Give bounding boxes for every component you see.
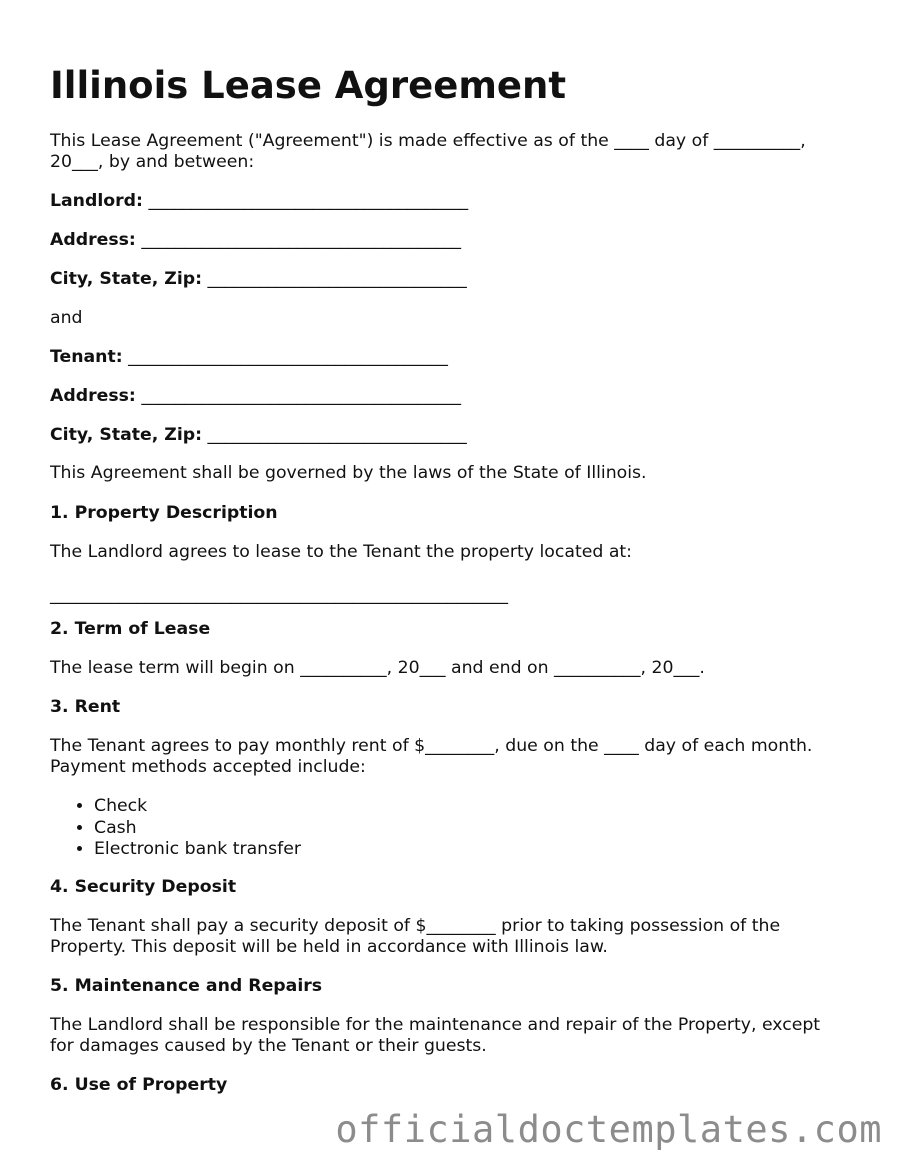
- tenant-name-blank: _____________________________________: [128, 347, 448, 367]
- section-heading-maintenance: 5. Maintenance and Repairs: [50, 976, 323, 996]
- intro-line-1: This Lease Agreement ("Agreement") is made effective as of the ____ day of __________,: [50, 131, 806, 151]
- tenant-name-label: Tenant:: [50, 347, 123, 367]
- property-text: The Landlord agrees to lease to the Tenant the property located at:: [50, 542, 633, 562]
- landlord-city-label: City, State, Zip:: [50, 269, 203, 289]
- tenant-address-label: Address:: [50, 386, 136, 406]
- deposit-text-line-2: Property. This deposit will be held in accordance with Illinois law.: [50, 937, 608, 957]
- maintenance-text-line-2: for damages caused by the Tenant or their guests.: [50, 1036, 487, 1056]
- landlord-city-blank: ______________________________: [207, 269, 467, 289]
- list-item: • Check: [94, 796, 301, 818]
- and-text: and: [50, 308, 83, 328]
- maintenance-text-line-1: The Landlord shall be responsible for the maintenance and repair of the Property, except: [50, 1015, 821, 1035]
- list-item: • Cash: [94, 818, 301, 840]
- rent-text-line-2: Payment methods accepted include:: [50, 757, 366, 777]
- tenant-address-blank: _____________________________________: [141, 386, 462, 406]
- section-heading-deposit: 4. Security Deposit: [50, 877, 237, 897]
- watermark: officialdoctemplates.com: [335, 1108, 882, 1151]
- document-title: Illinois Lease Agreement: [50, 64, 567, 107]
- payment-methods-list: [50, 796, 301, 861]
- section-heading-rent: 3. Rent: [50, 697, 121, 717]
- landlord-address-blank: _____________________________________: [141, 230, 462, 250]
- landlord-city-line: [50, 269, 467, 291]
- governing-law-text: This Agreement shall be governed by the laws of the State of Illinois.: [50, 463, 647, 483]
- landlord-address-line: [50, 230, 461, 252]
- section-heading-property: 1. Property Description: [50, 503, 278, 523]
- rent-text-line-1: The Tenant agrees to pay monthly rent of $________, due on the ____ day of each month.: [50, 736, 813, 756]
- tenant-name-line: [50, 347, 448, 369]
- tenant-city-line: [50, 425, 467, 447]
- tenant-city-blank: ______________________________: [207, 425, 467, 445]
- landlord-name-line: [50, 191, 468, 213]
- list-item: • Electronic bank transfer: [94, 839, 301, 861]
- intro-line-2: 20___, by and between:: [50, 152, 255, 172]
- tenant-address-line: [50, 386, 461, 408]
- landlord-address-label: Address:: [50, 230, 136, 250]
- landlord-name-blank: _____________________________________: [148, 191, 469, 211]
- tenant-city-label: City, State, Zip:: [50, 425, 203, 445]
- landlord-name-label: Landlord:: [50, 191, 143, 211]
- property-address-blank: _____________________________________________________: [50, 585, 508, 605]
- section-heading-term: 2. Term of Lease: [50, 619, 211, 639]
- deposit-text-line-1: The Tenant shall pay a security deposit of $________ prior to taking possession of the: [50, 916, 781, 936]
- term-text: The lease term will begin on __________, 20___ and end on __________, 20___.: [50, 658, 705, 678]
- section-heading-use: 6. Use of Property: [50, 1075, 228, 1095]
